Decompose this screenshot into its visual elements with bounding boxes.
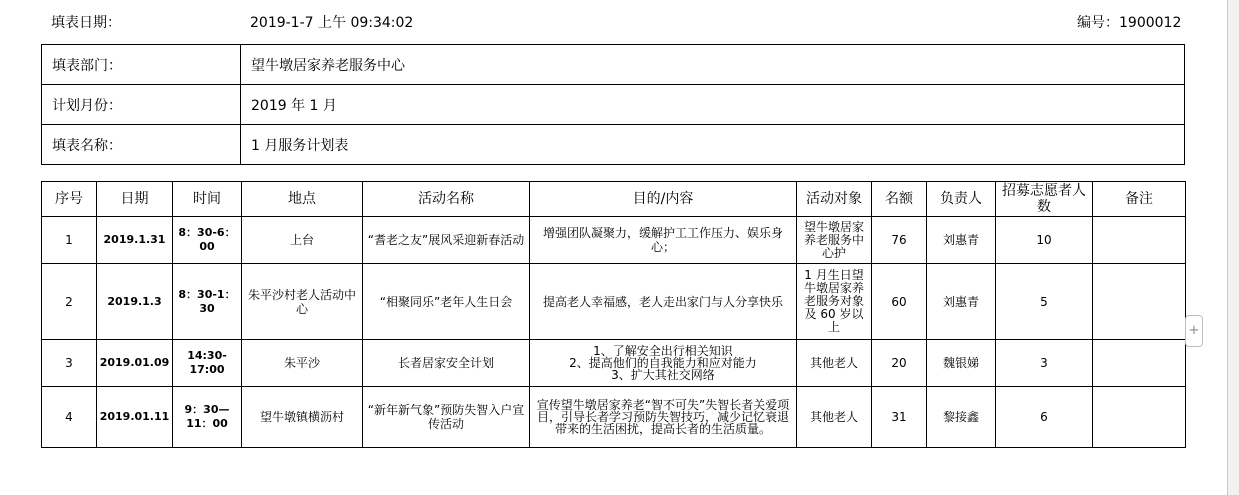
department-label: 填表部门： — [42, 45, 241, 85]
cell-remark — [1093, 340, 1186, 387]
col-header-date: 日期 — [97, 182, 173, 217]
fill-date-value: 2019-1-7 上午 09:34:02 — [250, 15, 414, 31]
table-row — [42, 340, 1186, 387]
cell-remark — [1093, 387, 1186, 448]
month-row — [42, 85, 1185, 125]
cell-target: 其他老人 — [797, 387, 872, 448]
cell-leader: 黎接鑫 — [927, 387, 996, 448]
purpose-line: 3、扩大其社交网络 — [611, 368, 715, 382]
cell-leader: 魏银娣 — [927, 340, 996, 387]
cell-leader: 刘惠青 — [927, 217, 996, 264]
cell-date: 2019.01.11 — [97, 387, 173, 448]
department-value: 望牛墩居家养老服务中心 — [241, 45, 1185, 85]
col-header-quota: 名额 — [872, 182, 927, 217]
cell-no: 4 — [42, 387, 97, 448]
table-row — [42, 264, 1186, 340]
col-header-time: 时间 — [173, 182, 242, 217]
fill-date-label: 填表日期： — [51, 15, 121, 31]
col-header-activity: 活动名称 — [363, 182, 530, 217]
cell-quota: 20 — [872, 340, 927, 387]
cell-activity: 长者居家安全计划 — [363, 340, 530, 387]
cell-no: 3 — [42, 340, 97, 387]
form-name-value: 1 月服务计划表 — [241, 125, 1185, 165]
cell-place: 朱平沙村老人活动中心 — [242, 264, 363, 340]
cell-quota: 60 — [872, 264, 927, 340]
cell-activity: “新年新气象”预防失智入户宣传活动 — [363, 387, 530, 448]
cell-time: 9：30—11：00 — [173, 387, 242, 448]
col-header-purpose: 目的/内容 — [530, 182, 797, 217]
cell-quota: 31 — [872, 387, 927, 448]
serial-number-value: 1900012 — [1119, 15, 1182, 31]
expand-button[interactable]: + — [1185, 315, 1203, 347]
col-header-target: 活动对象 — [797, 182, 872, 217]
service-plan-table — [41, 181, 1186, 448]
cell-time: 8：30-6：00 — [173, 217, 242, 264]
table-header-row — [42, 182, 1186, 217]
form-info-table — [41, 44, 1185, 165]
cell-remark — [1093, 217, 1186, 264]
serial-number-label: 编号： — [1077, 15, 1119, 31]
col-header-remark: 备注 — [1093, 182, 1186, 217]
purpose-line: 2、提高他们的自我能力和应对能力 — [569, 356, 757, 370]
col-header-no: 序号 — [42, 182, 97, 217]
month-label: 计划月份： — [42, 85, 241, 125]
cell-date: 2019.1.3 — [97, 264, 173, 340]
cell-place: 望牛墩镇横沥村 — [242, 387, 363, 448]
cell-no: 1 — [42, 217, 97, 264]
form-name-label: 填表名称： — [42, 125, 241, 165]
month-value: 2019 年 1 月 — [241, 85, 1185, 125]
cell-date: 2019.1.31 — [97, 217, 173, 264]
cell-target: 1 月生日望牛墩居家养老服务对象及 60 岁以上 — [797, 264, 872, 340]
cell-activity: “相聚同乐”老年人生日会 — [363, 264, 530, 340]
cell-place: 朱平沙 — [242, 340, 363, 387]
purpose-line: 1、了解安全出行相关知识 — [593, 344, 733, 358]
cell-target: 其他老人 — [797, 340, 872, 387]
cell-place: 上台 — [242, 217, 363, 264]
cell-purpose: 宣传望牛墩居家养老“智不可失”失智长者关爱项目，引导长者学习预防失智技巧，减少记忆衰退带来的生活困扰，提高长者的生活质量。 — [530, 387, 797, 448]
viewer-edge — [1227, 0, 1228, 495]
table-row — [42, 217, 1186, 264]
col-header-place: 地点 — [242, 182, 363, 217]
cell-purpose — [530, 340, 797, 387]
cell-quota: 76 — [872, 217, 927, 264]
col-header-volunteers: 招募志愿者人数 — [996, 182, 1093, 217]
table-row — [42, 387, 1186, 448]
cell-no: 2 — [42, 264, 97, 340]
cell-activity: “耆老之友”展风采迎新春活动 — [363, 217, 530, 264]
cell-time: 8：30-1：30 — [173, 264, 242, 340]
cell-remark — [1093, 264, 1186, 340]
cell-time: 14:30-17:00 — [173, 340, 242, 387]
form-name-row — [42, 125, 1185, 165]
serial-number — [1077, 13, 1181, 33]
cell-volunteers: 5 — [996, 264, 1093, 340]
cell-purpose: 提高老人幸福感，老人走出家门与人分享快乐 — [530, 264, 797, 340]
cell-volunteers: 3 — [996, 340, 1093, 387]
cell-volunteers: 10 — [996, 217, 1093, 264]
cell-purpose: 增强团队凝聚力，缓解护工工作压力、娱乐身心； — [530, 217, 797, 264]
cell-target: 望牛墩居家养老服务中心护 — [797, 217, 872, 264]
cell-volunteers: 6 — [996, 387, 1093, 448]
cell-date: 2019.01.09 — [97, 340, 173, 387]
department-row — [42, 45, 1185, 85]
col-header-leader: 负责人 — [927, 182, 996, 217]
cell-leader: 刘惠青 — [927, 264, 996, 340]
